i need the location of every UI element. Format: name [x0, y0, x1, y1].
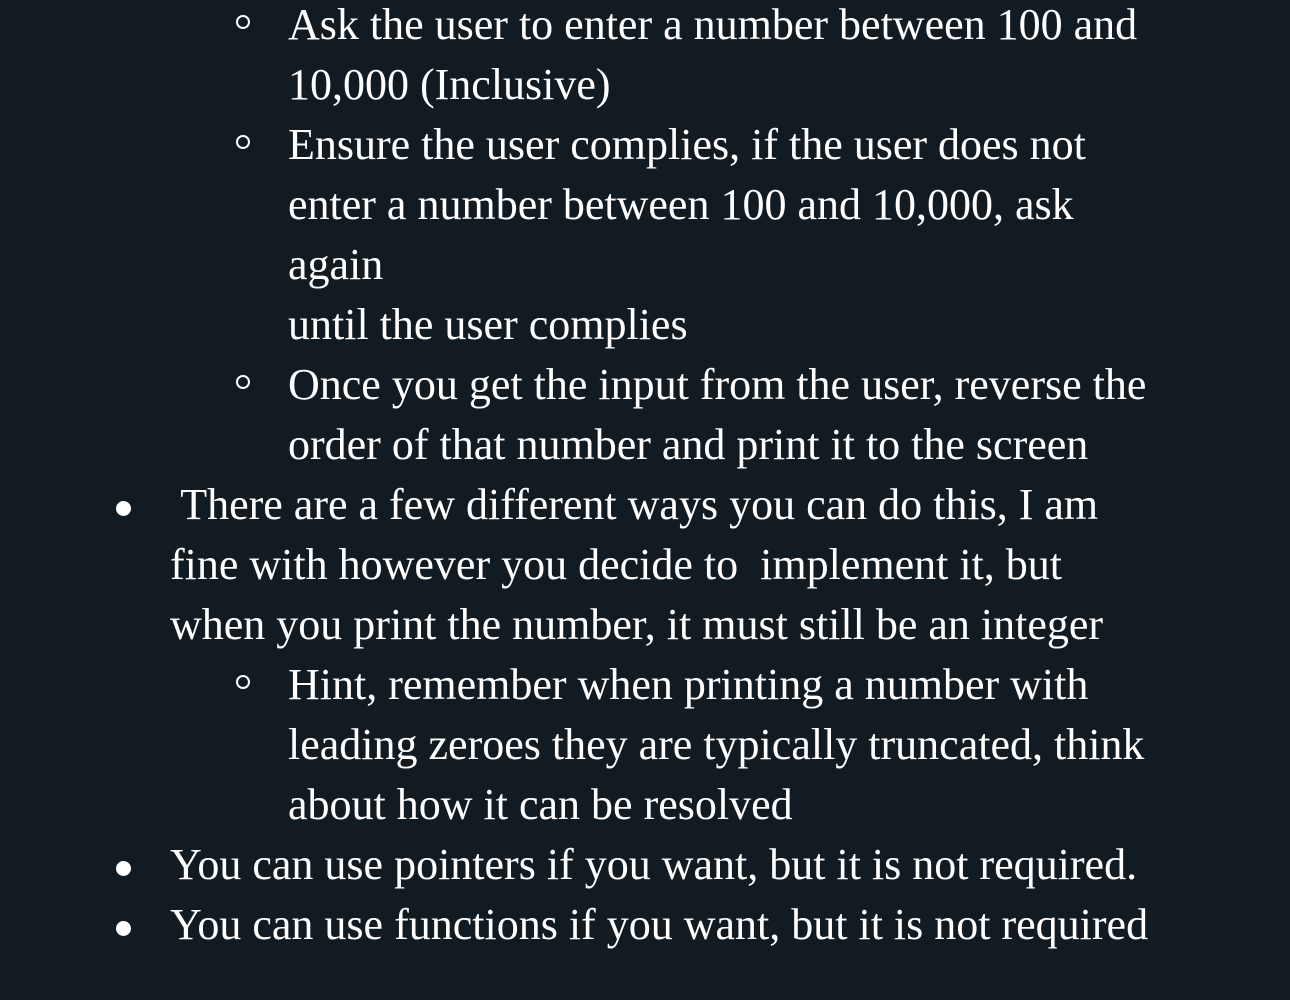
list-item	[170, 475, 1103, 655]
list-item	[288, 115, 1086, 355]
hollow-bullet-icon	[236, 15, 250, 29]
list-item-line: Ensure the user complies, if the user does not	[288, 120, 1086, 169]
list-item-line: You can use pointers if you want, but it is not required.	[170, 840, 1138, 889]
list-item-line: about how it can be resolved	[288, 780, 793, 829]
list-item-line: Once you get the input from the user, reverse the	[288, 360, 1147, 409]
list-item-line: again	[288, 240, 384, 289]
list-item	[170, 835, 1137, 895]
hollow-bullet-icon	[236, 135, 250, 149]
list-item-line: enter a number between 100 and 10,000, ask	[288, 180, 1074, 229]
list-item-line: Hint, remember when printing a number with	[288, 660, 1089, 709]
list-item	[288, 655, 1144, 835]
hollow-bullet-icon	[236, 375, 250, 389]
bullet-icon	[116, 501, 131, 516]
list-item	[288, 0, 1137, 115]
bullet-icon	[116, 921, 131, 936]
list-item-line: leading zeroes they are typically truncated, think	[288, 720, 1145, 769]
list-item-line: Ask the user to enter a number between 100 and	[288, 0, 1138, 49]
list-item-line: 10,000 (Inclusive)	[288, 60, 611, 109]
list-item-line: until the user complies	[288, 300, 688, 349]
list-item-line: fine with however you decide to implement it, but	[170, 540, 1063, 589]
list-item-line: There are a few different ways you can do this, I am	[170, 480, 1099, 529]
list-item	[288, 355, 1146, 475]
list-item-line: You can use functions if you want, but it is not required	[170, 900, 1149, 949]
bullet-icon	[116, 861, 131, 876]
list-item	[170, 895, 1148, 955]
hollow-bullet-icon	[236, 675, 250, 689]
list-item-line: order of that number and print it to the screen	[288, 420, 1089, 469]
list-item-line: when you print the number, it must still be an integer	[170, 600, 1104, 649]
